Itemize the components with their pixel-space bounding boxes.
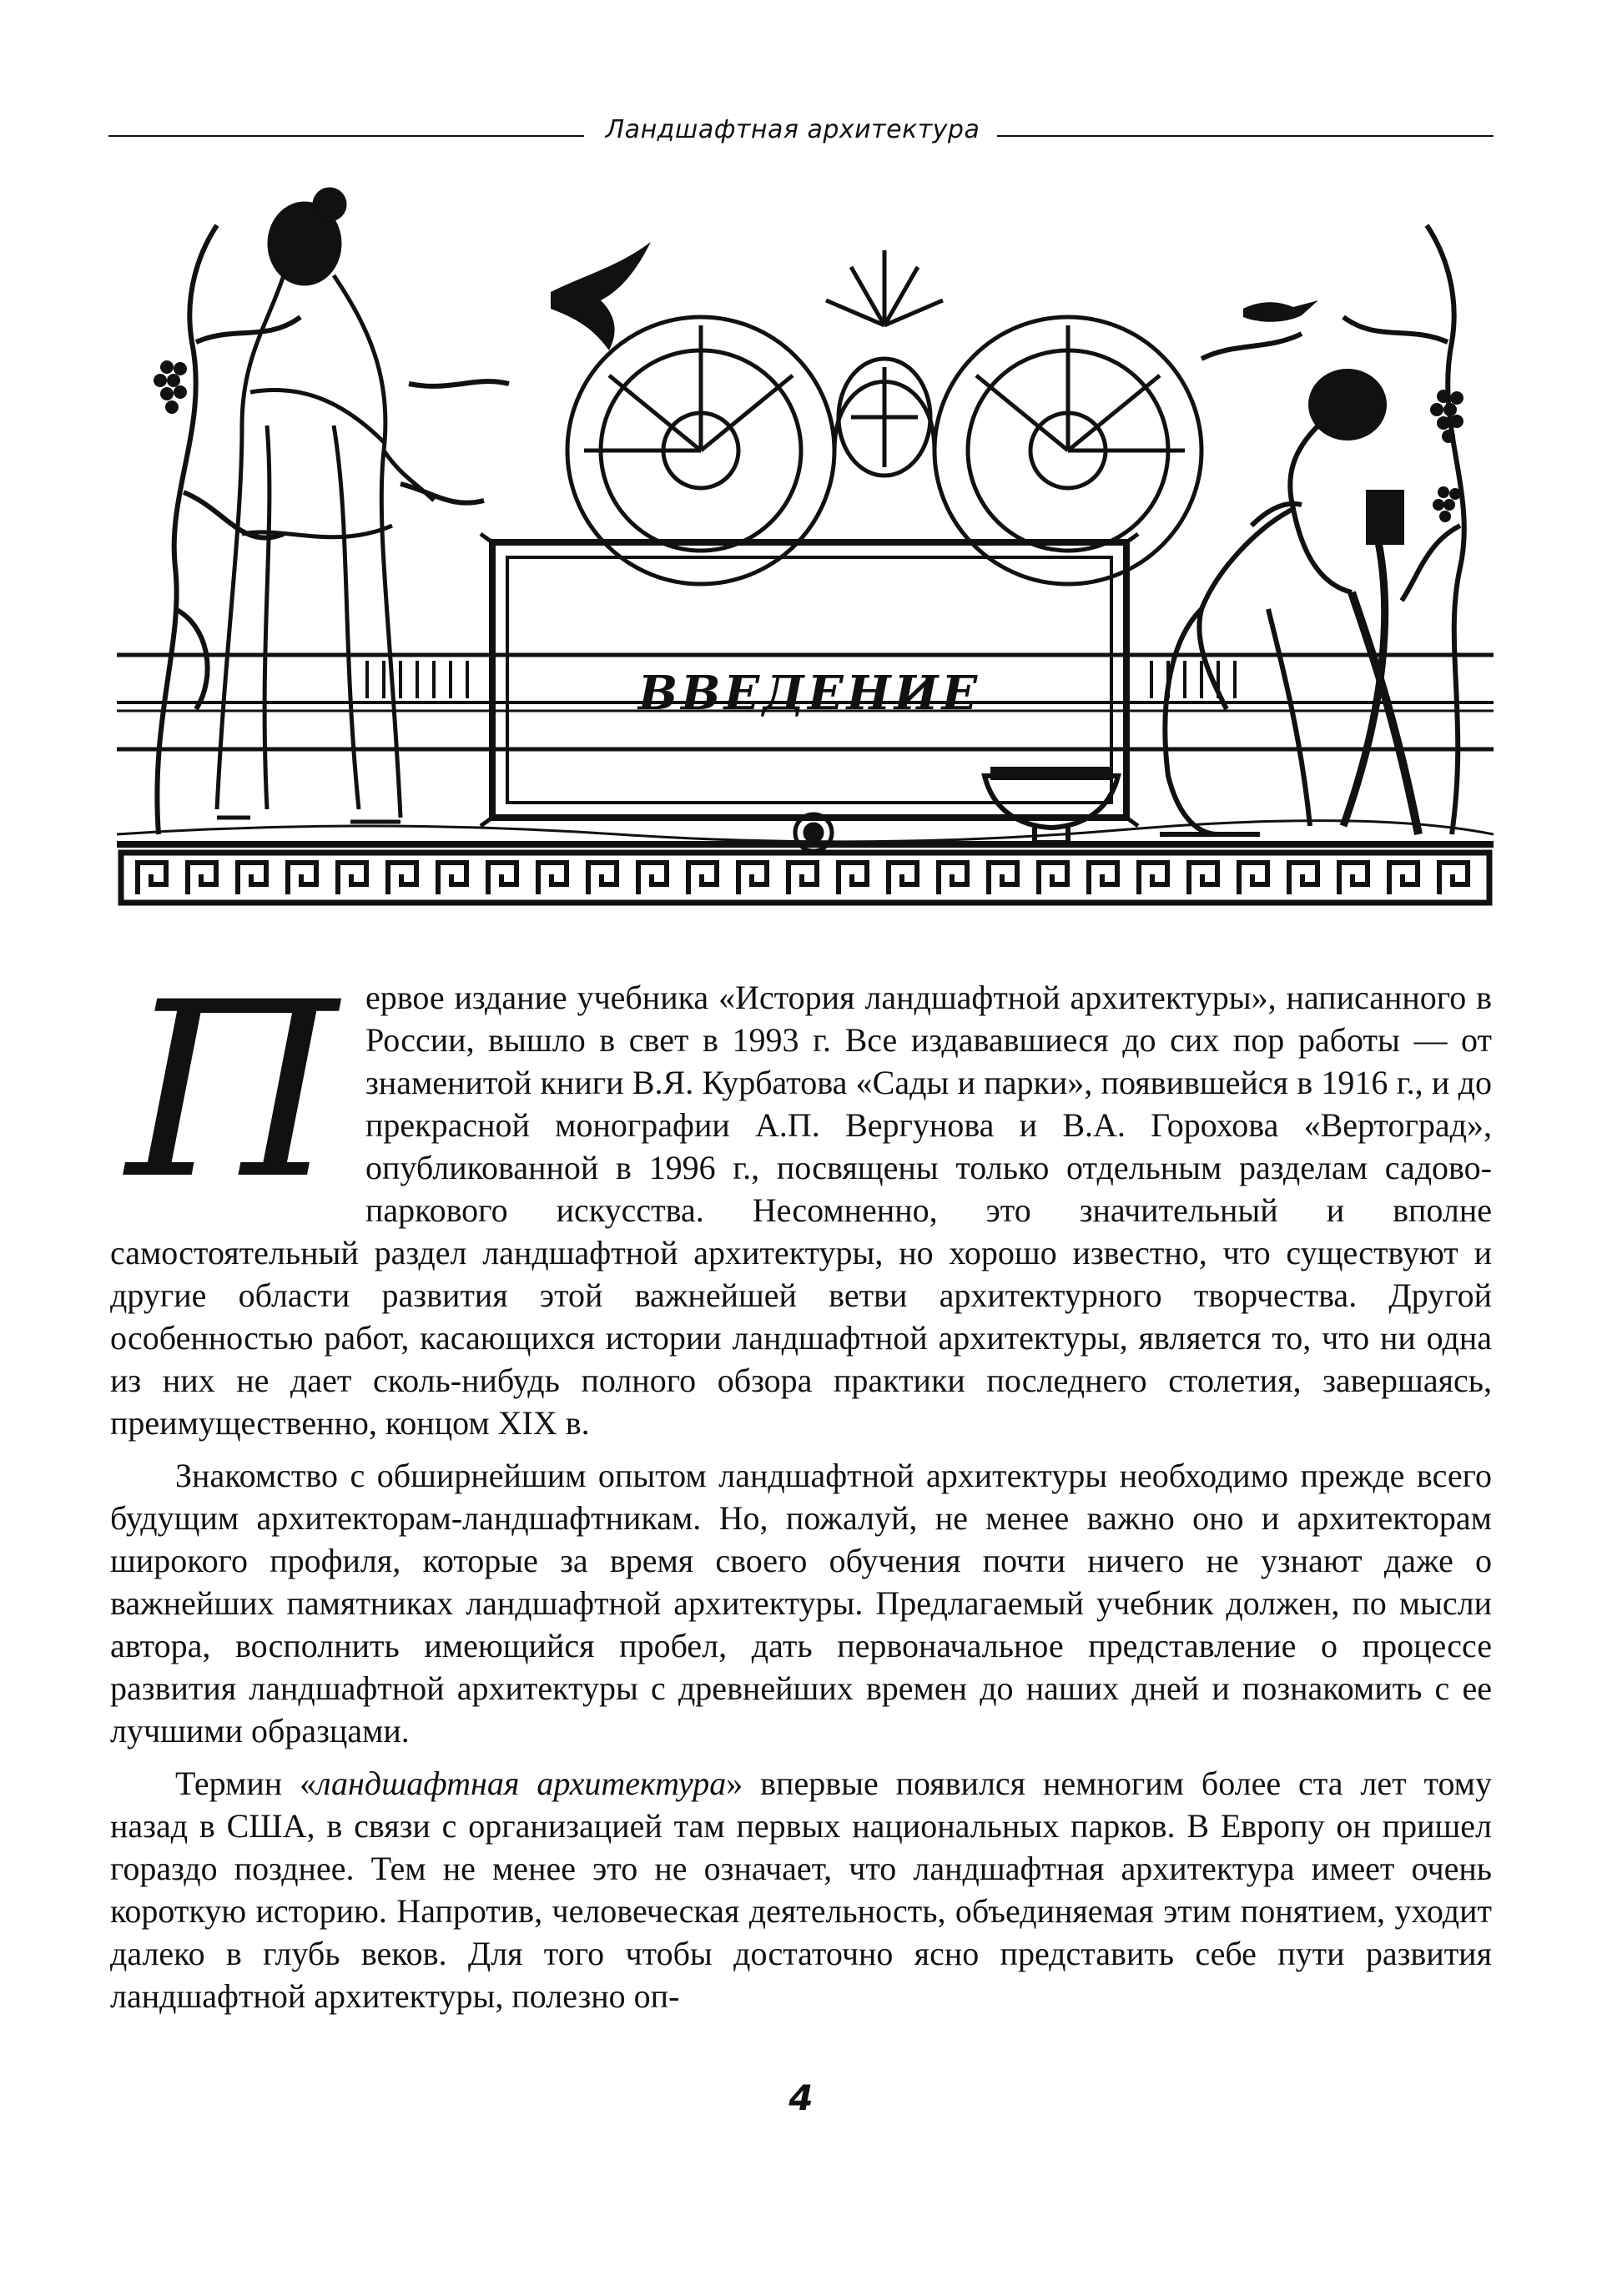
- chapter-illustration: [117, 175, 1494, 914]
- running-title: Ландшафтная архитектура: [605, 115, 980, 144]
- left-vine: [157, 225, 509, 834]
- right-grapes-icon: [1430, 390, 1463, 522]
- paragraph-3-before: Термин «: [175, 1765, 317, 1802]
- greek-key-frieze: [121, 853, 1489, 903]
- dropcap: [110, 976, 354, 1193]
- banner-title: ВВЕДЕНИЕ: [637, 666, 981, 721]
- paragraph-2: Знакомство с обширнейшим опытом ландшафтной архитектуры необходимо прежде всего будущим архитекторам-ландшафтникам. Но, пожалуй, не менее важно оно и архитекторам широкого профиля, которые за время своего обучения почти ничего не узнают даже о важнейших памятниках ландшафтной архитектуры. Предлагаемый учебник должен, по мысли автора, восполнить имеющийся пробел, дать первоначальное представление о процессе развития ландшафтной архитектуры с древнейших времен до наших дней и познакомить с ее лучшими образцами.: [110, 1457, 1492, 1750]
- body-text: [110, 976, 1492, 2017]
- term-landscape-architecture: ландшафтная архитектура: [316, 1765, 727, 1802]
- header-rule-left: [108, 135, 584, 137]
- illustration-svg: [117, 175, 1494, 914]
- bird-on-branch-icon: [1243, 300, 1318, 322]
- dropcap-svg: [110, 976, 354, 1193]
- seated-woman-figure: [1160, 371, 1418, 834]
- paragraph-1: [110, 976, 1492, 1444]
- header-rule-right: [997, 135, 1494, 137]
- running-header: [108, 115, 1494, 149]
- page-number: 4: [788, 2077, 814, 2118]
- paragraph-1-text: ервое издание учебника «История ландшафтной архитектуры», написанного в России, вышло в свет в 1993 г. Все издававшиеся до сих пор работы — от знаменитой книги В.Я. Курбатова «Сады и парки», появившейся в 1916 г., и до прекрасной монографии А.П. Вергунова и В.А. Горохова «Вертоград», опубликованной в 1996 г., посвящены только отдельным разделам садово-паркового искусства. Несомненно, это значительный и вполне самостоятельный раздел ландшафтной архитектуры, но хорошо известно, что существуют и другие области развития этой важнейшей ветви архитектурного творчества. Другой особенностью работ, касающихся истории ландшафтной архитектуры, является то, что ни одна из них не дает сколь-нибудь полного обзора практики последнего столетия, завершаясь, преимущественно, концом XIX в.: [110, 979, 1492, 1442]
- paragraph-3: [110, 1762, 1492, 2017]
- anthemion-ornament: [567, 250, 1202, 584]
- dropcap-letter: П: [126, 976, 338, 1193]
- right-vine: [1202, 225, 1464, 834]
- paragraph-3-after: » впервые появился немногим более ста лет тому назад в США, в связи с организацией там первых национальных парков. В Европу он пришел гораздо позднее. Тем не менее это не означает, что ландшафтная архитектура имеет очень короткую историю. Напротив, человеческая деятельность, объединяемая этим понятием, уходит далеко в глубь веков. Для того чтобы достаточно ясно представить себе пути развития ландшафтной архитектуры, полезно оп-: [110, 1765, 1492, 2015]
- left-grapes-icon: [154, 360, 187, 414]
- standing-woman-figure: [217, 189, 434, 822]
